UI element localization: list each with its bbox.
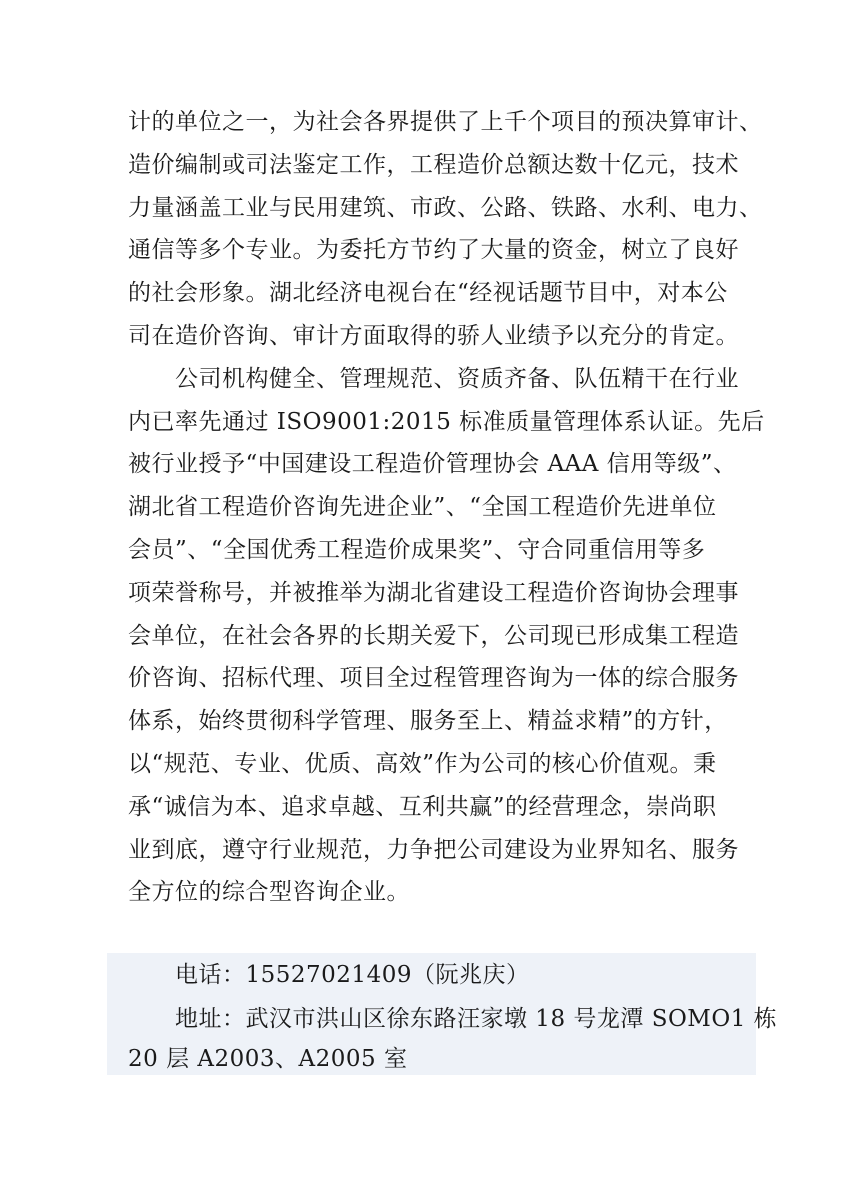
text-line: 承“诚信为本、追求卓越、互利共赢”的经营理念，崇尚职 [128,793,717,820]
contact-info-box [107,953,778,1075]
text-line: 会单位，在社会各界的长期关爱下，公司现已形成集工程造 [128,622,739,649]
text-line: 价咨询、招标代理、项目全过程管理咨询为一体的综合服务 [128,665,739,692]
text-line: 以“规范、专业、优质、高效”作为公司的核心价值观。秉 [128,750,717,777]
text-line: 会员”、“全国优秀工程造价成果奖”、守合同重信用等多 [128,536,706,563]
text-line: 被行业授予“中国建设工程造价管理协会 AAA 信用等级”、 [128,451,737,478]
text-line: 通信等多个专业。为委托方节约了大量的资金，树立了良好 [128,237,739,264]
text-line: 湖北省工程造价咨询先进企业”、“全国工程造价先进单位 [128,494,717,521]
text-line: 内已率先通过 ISO9001:2015 标准质量管理体系认证。先后 [128,408,765,435]
text-line: 业到底，遵守行业规范，力争把公司建设为业界知名、服务 [128,836,739,863]
text-line: 项荣誉称号，并被推举为湖北省建设工程造价咨询协会理事 [128,579,739,606]
text-line: 造价编制或司法鉴定工作，工程造价总额达数十亿元，技术 [128,151,739,178]
text-line: 司在造价咨询、审计方面取得的骄人业绩予以充分的肯定。 [128,322,739,349]
text-line: 公司机构健全、管理规范、资质齐备、队伍精干在行业 [175,365,739,392]
text-line: 的社会形象。湖北经济电视台在“经视话题节目中，对本公 [128,280,728,307]
paragraph-company-profile [128,358,765,914]
address-line-continued: 20 层 A2003、A2005 室 [128,1046,408,1072]
text-line: 全方位的综合型咨询企业。 [128,879,410,906]
body-text [128,101,765,914]
text-line: 力量涵盖工业与民用建筑、市政、公路、铁路、水利、电力、 [128,194,763,221]
phone-line: 电话：15527021409（阮兆庆） [175,962,530,988]
paragraph-achievements [128,101,763,358]
text-line: 计的单位之一，为社会各界提供了上千个项目的预决算审计、 [128,109,763,135]
text-line: 体系，始终贯彻科学管理、服务至上、精益求精”的方针， [128,708,728,735]
address-line: 地址：武汉市洪山区徐东路汪家墩 18 号龙潭 SOMO1 栋 [175,1006,778,1032]
